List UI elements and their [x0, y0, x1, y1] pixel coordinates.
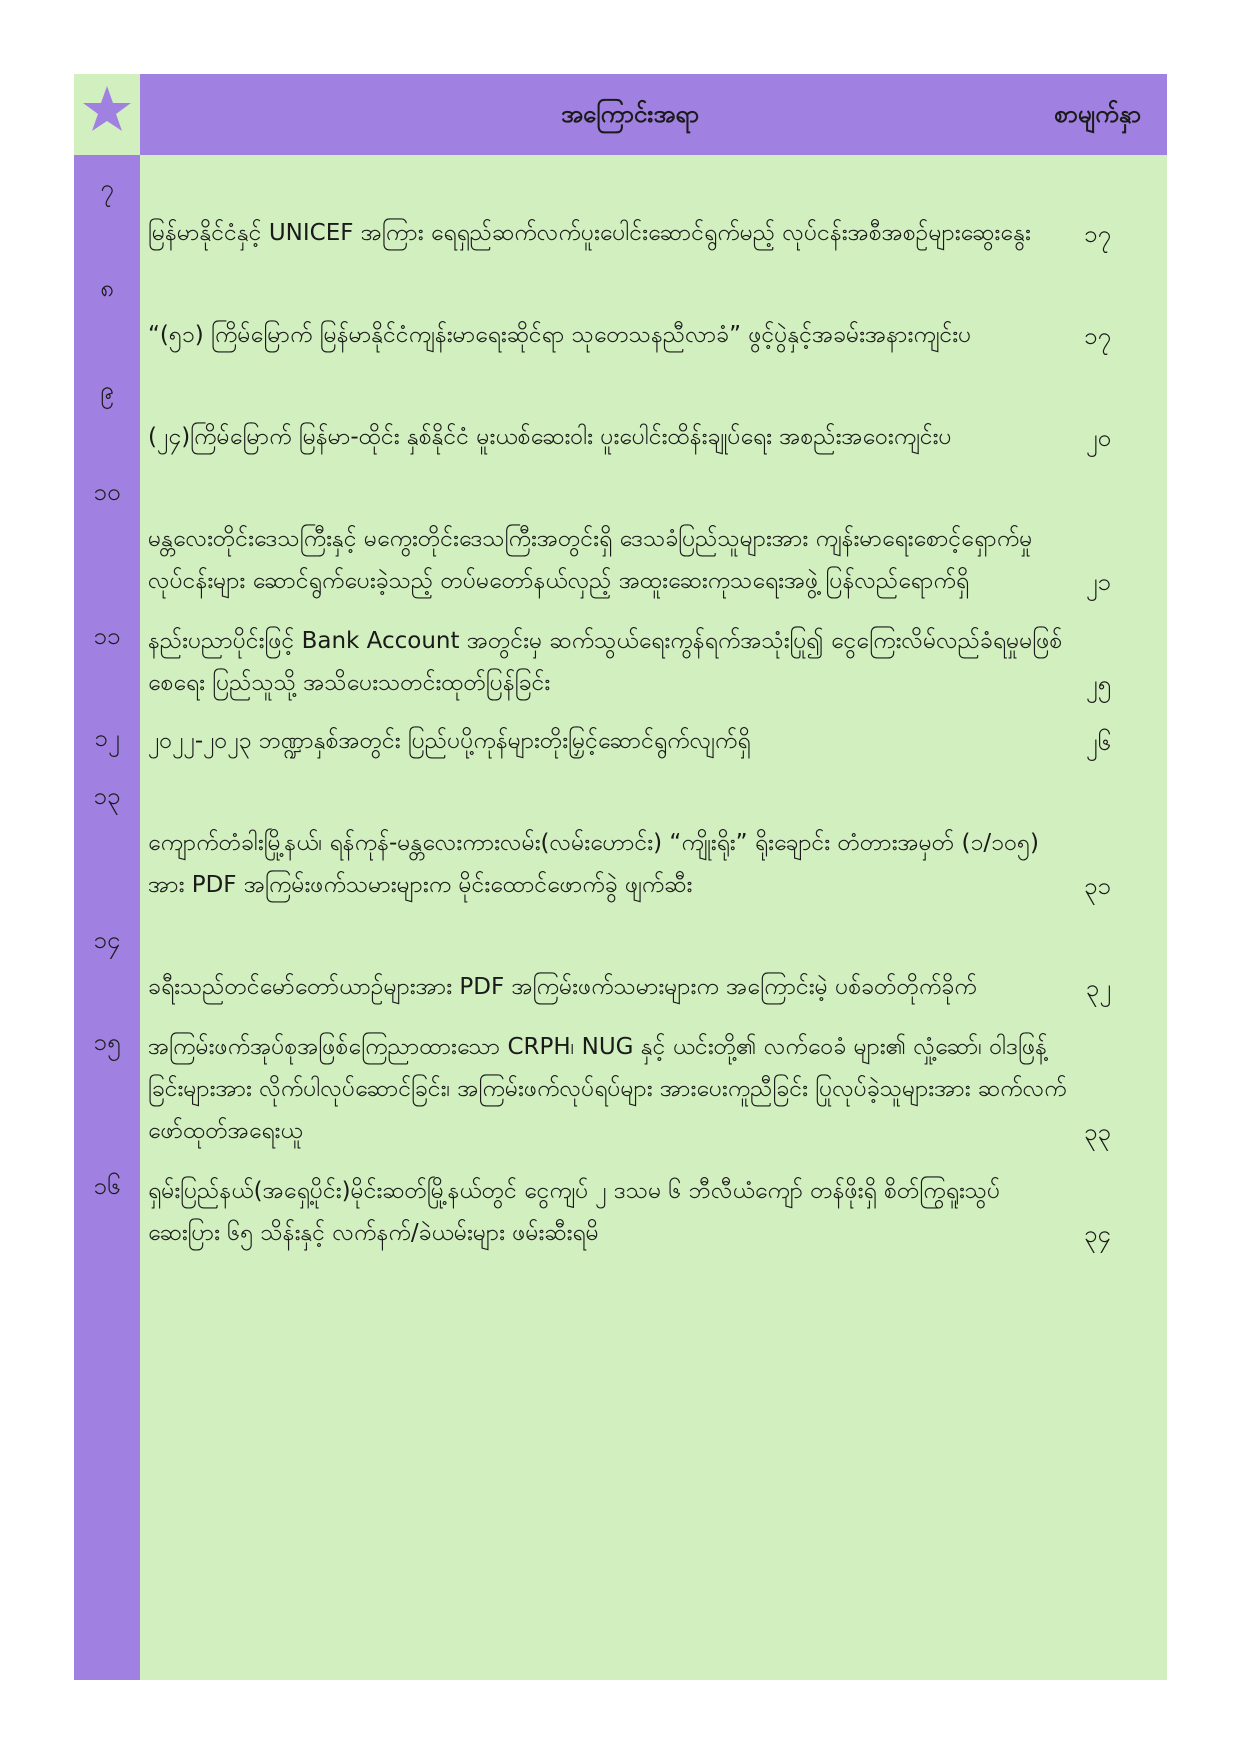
entry-page-number: ၃၁	[1084, 872, 1111, 900]
entry-page-number: ၂၁	[1085, 568, 1111, 596]
table-of-contents	[74, 74, 1167, 1680]
toc-entry	[74, 768, 1167, 912]
entry-number: ၁၂	[94, 724, 120, 752]
star-icon	[82, 84, 132, 134]
entry-page-number: ၁၇	[1084, 322, 1111, 350]
entry-title: ခရီးသည်တင်မော်တော်ယာဉ်များအား PDF အကြမ်းဖက်သမားများက အကြောင်းမဲ့ ပစ်ခတ်တိုက်ခိုက်	[148, 974, 977, 1000]
toc-header	[74, 74, 1167, 155]
toc-entry	[74, 260, 1167, 362]
toc-entries	[74, 160, 1167, 1260]
entry-title: မြန်မာနိုင်ငံနှင့် UNICEF အကြား ရေရှည်ဆက်လက်ပူးပေါင်းဆောင်ရွက်မည့် လုပ်ငန်းအစီအစဉ်များဆွေးနွေး	[148, 220, 1031, 246]
entry-title: အကြမ်းဖက်အုပ်စုအဖြစ်ကြေညာထားသော CRPH၊ NUG နှင့် ယင်းတို့၏ လက်ဝေခံ များ၏ လှုံ့ဆော်၊ ဝါဒဖြန့်ခြင်းများအား လိုက်ပါလုပ်ဆောင်ခြင်း၊ အကြမ်းဖက်လုပ်ရပ်များ အားပေးကူညီခြင်း ပြုလုပ်ခဲ့သူများအား ဆက်လက်ဖော်ထုတ်အရေးယူ	[148, 1034, 1067, 1144]
entry-title: (၂၄)ကြိမ်မြောက် မြန်မာ-ထိုင်း နှစ်နိုင်ငံ မူးယစ်ဆေးဝါး ပူးပေါင်းထိန်းချုပ်ရေး အစည်းအဝေးကျင်းပ	[148, 424, 952, 450]
entry-page-number: ၃၄	[1084, 1220, 1111, 1248]
star-cell	[74, 74, 140, 155]
entry-page-number: ၂၆	[1085, 728, 1111, 756]
entry-title: မန္တလေးတိုင်းဒေသကြီးနှင့် မကွေးတိုင်းဒေသကြီးအတွင်းရှိ ဒေသခံပြည်သူများအား ကျန်းမာရေးစောင့်ရှောက်မှုလုပ်ငန်းများ ဆောင်ရွက်ပေးခဲ့သည့် တပ်မတော်နယ်လှည့် အထူးဆေးကုသရေးအဖွဲ့ ပြန်လည်ရောက်ရှိ	[148, 526, 1033, 594]
entry-number: ၈	[100, 274, 114, 302]
entry-number: ၁၃	[93, 782, 121, 810]
toc-entry	[74, 1014, 1167, 1158]
entry-title: နည်းပညာပိုင်းဖြင့် Bank Account အတွင်းမှ ဆက်သွယ်ရေးကွန်ရက်အသုံးပြု၍ ငွေကြေးလိမ်လည်ခံရမှုမဖြစ်စေရေး ပြည်သူသို့ အသိပေးသတင်းထုတ်ပြန်ခြင်း	[148, 628, 1063, 696]
entry-page-number: ၃၃	[1084, 1118, 1111, 1146]
entry-page-number: ၂၅	[1085, 670, 1111, 698]
entry-title: ရှမ်းပြည်နယ်(အရှေ့ပိုင်း)မိုင်းဆတ်မြို့နယ်တွင် ငွေကျပ် ၂ ဒသမ ၆ ဘီလီယံကျော် တန်ဖိုးရှိ စိတ်ကြွရူးသွပ်ဆေးပြား ၆၅ သိန်းနှင့် လက်နက်/ခဲယမ်းများ ဖမ်းဆီးရမိ	[148, 1178, 1001, 1246]
entry-page-number: ၃၂	[1085, 974, 1111, 1002]
entry-number: ၁၅	[93, 1028, 121, 1056]
entry-page-number: ၂၀	[1085, 424, 1111, 452]
entry-number: ၉	[100, 376, 114, 404]
page-column-heading: စာမျက်နှာ	[1054, 100, 1141, 128]
toc-entry	[74, 608, 1167, 710]
entry-title: “(၅၁) ကြိမ်မြောက် မြန်မာနိုင်ငံကျန်းမာရေးဆိုင်ရာ သုတေသနညီလာခံ” ဖွင့်ပွဲနှင့်အခမ်းအနားကျင်းပ	[148, 322, 972, 348]
contents-heading: အကြောင်းအရာ	[561, 100, 699, 128]
toc-entry	[74, 1158, 1167, 1260]
header-bar	[140, 74, 1167, 155]
entry-number: ၁၆	[93, 1172, 121, 1200]
toc-entry	[74, 912, 1167, 1014]
entry-page-number: ၁၇	[1084, 220, 1111, 248]
entry-number: ၇	[100, 174, 114, 202]
toc-entry	[74, 160, 1167, 260]
toc-entry	[74, 710, 1167, 768]
entry-number: ၁၄	[93, 926, 121, 954]
entry-title: ၂၀၂၂-၂၀၂၃ ဘဏ္ဍာနှစ်အတွင်း ပြည်ပပို့ကုန်များတိုးမြှင့်ဆောင်ရွက်လျက်ရှိ	[148, 728, 751, 754]
entry-number: ၁၁	[93, 622, 121, 650]
entry-number: ၁၀	[93, 478, 121, 506]
entry-title: ကျောက်တံခါးမြို့နယ်၊ ရန်ကုန်-မန္တလေးကားလမ်း(လမ်းဟောင်း) “ကျိုးရိုး” ရိုးချောင်း တံတားအမှတ် (၁/၁၀၅) အား PDF အကြမ်းဖက်သမားများက မိုင်းထောင်ဖောက်ခွဲ ဖျက်ဆီး	[148, 830, 1039, 898]
toc-entry	[74, 362, 1167, 464]
toc-entry	[74, 464, 1167, 608]
